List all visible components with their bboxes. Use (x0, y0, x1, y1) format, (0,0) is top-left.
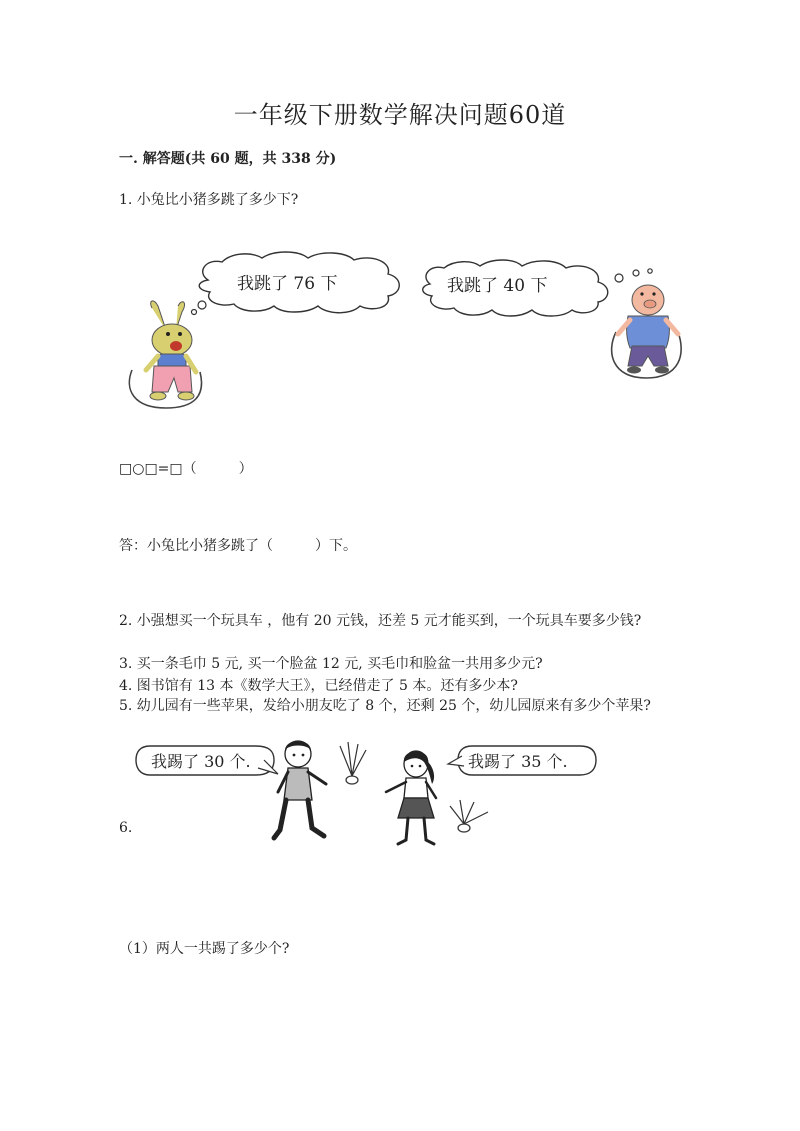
boy-bubble-text: 我踢了 30 个. (151, 752, 251, 771)
q1-equation: □○□=□（ ） (119, 461, 253, 477)
question-4: 4. 图书馆有 13 本《数学大王》，已经借走了 5 本。还有多少本? (119, 678, 518, 694)
rabbit-jump-rope-illustration (124, 300, 214, 412)
q1-answer: 答：小兔比小猪多跳了（ ）下。 (119, 538, 357, 554)
rabbit-bubble-text: 我跳了 76 下 (237, 274, 338, 294)
question-6-number: 6. (119, 820, 133, 836)
page-title: 一年级下册数学解决问题60道 (233, 101, 567, 129)
shuttlecock-icon (446, 792, 492, 836)
question-1: 1. 小兔比小猪多跳了多少下? (119, 192, 299, 208)
girl-bubble-text: 我踢了 35 个. (468, 752, 568, 771)
question-5: 5. 幼儿园有一些苹果，发给小朋友吃了 8 个，还剩 25 个，幼儿园原来有多少个苹果? (119, 698, 651, 714)
pig-bubble-text: 我跳了 40 下 (447, 276, 548, 296)
question-3: 3. 买一条毛巾 5 元, 买一个脸盆 12 元, 买毛巾和脸盆一共用多少元? (119, 656, 543, 672)
girl-shuttlecock-illustration (384, 748, 444, 850)
pig-jump-rope-illustration (606, 282, 690, 382)
question-2: 2. 小强想买一个玩具车 ，他有 20 元钱，还差 5 元才能买到，一个玩具车要多少钱? (119, 613, 642, 629)
question-6-sub-1: （1）两人一共踢了多少个? (119, 941, 290, 957)
boy-shuttlecock-illustration (270, 738, 334, 850)
shuttlecock-icon (332, 740, 372, 788)
section-heading: 一. 解答题(共 60 题，共 338 分) (119, 151, 337, 167)
